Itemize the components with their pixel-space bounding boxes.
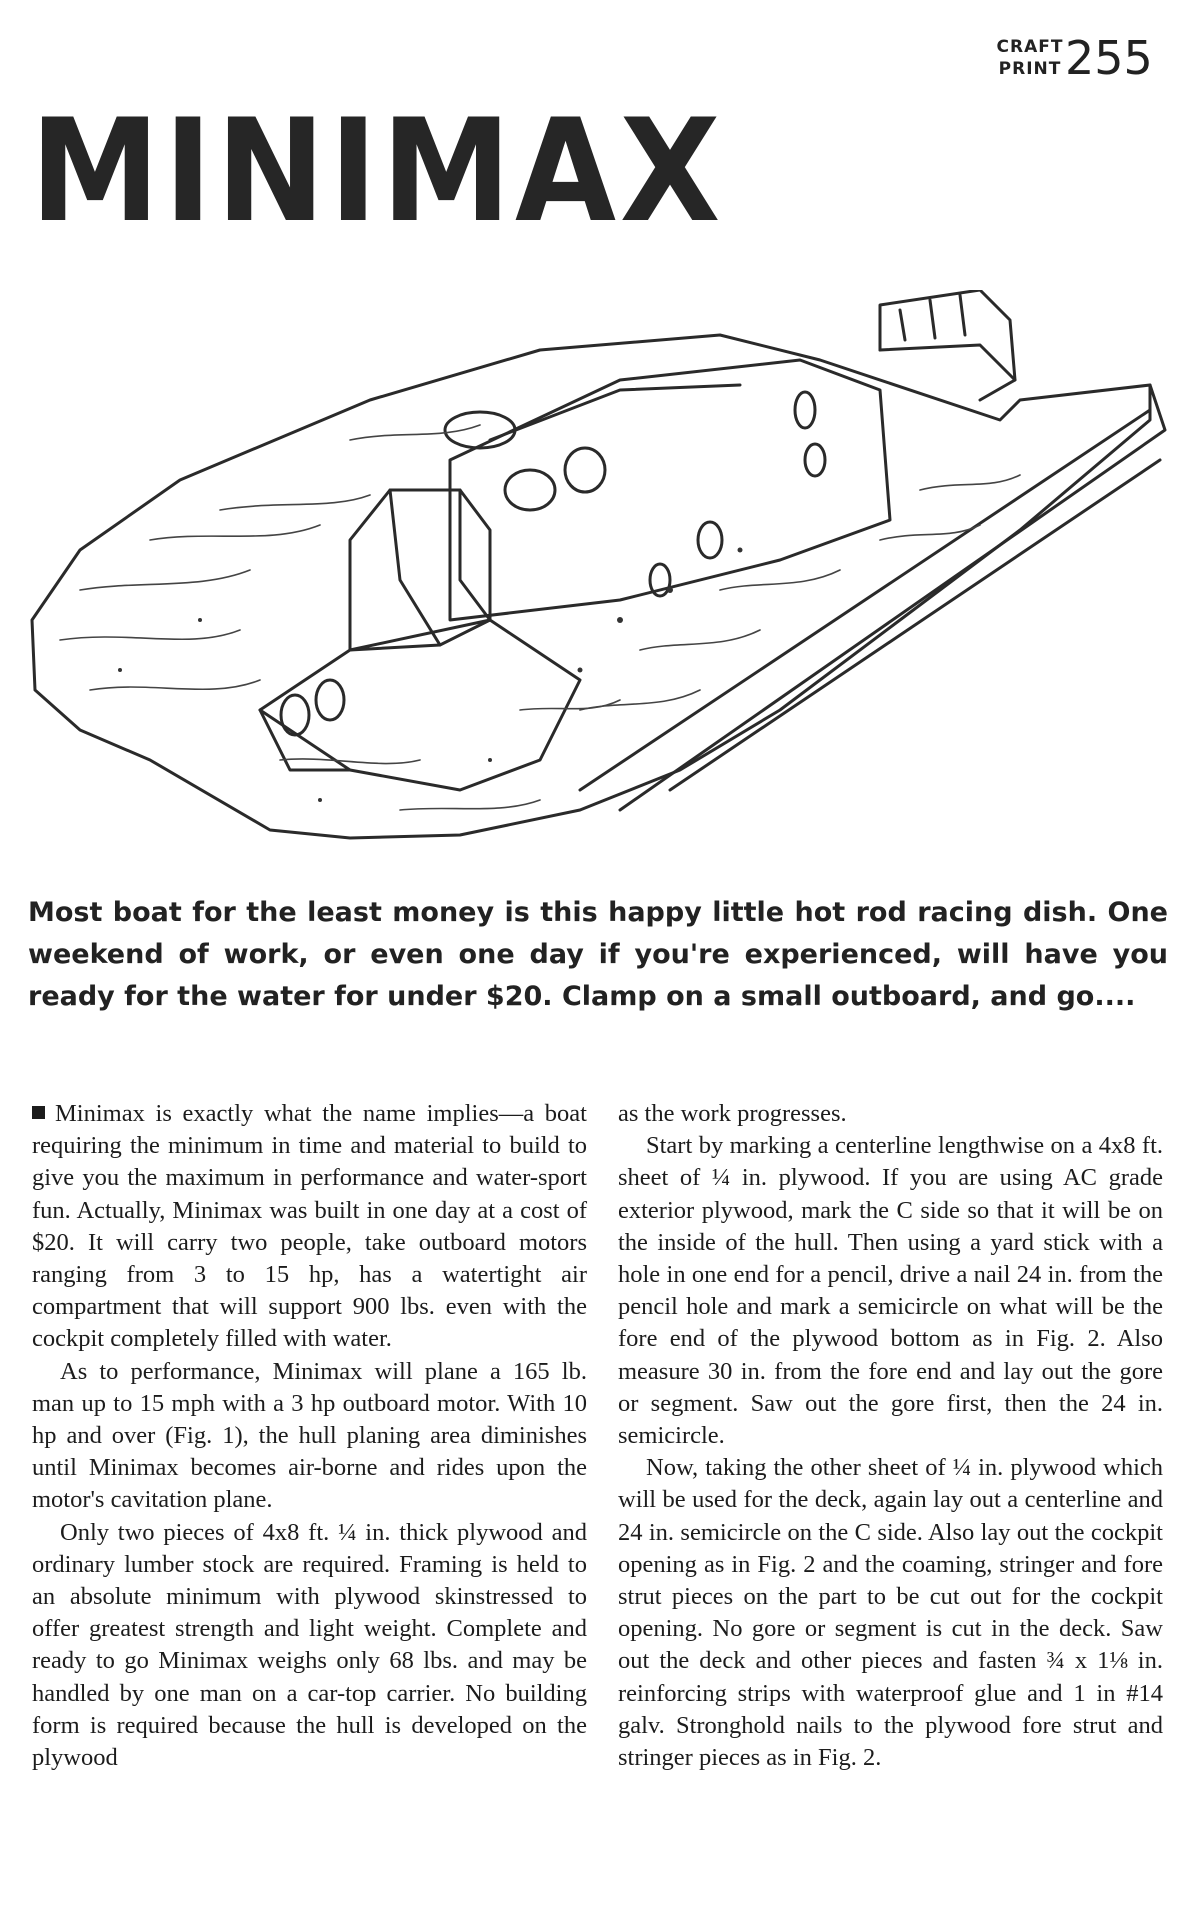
body-column-right (618, 1098, 1163, 1774)
print-number: 255 (1065, 31, 1153, 85)
paragraph: Now, taking the other sheet of ¼ in. plywood which will be used for the deck, again lay out a centerline and 24 in. semicircle on the C side. Also lay out the cockpit opening as in Fig. 2 and the coaming, stringer and fore strut pieces on the part to be cut out for the cockpit opening. No gore or segment is cut in the deck. Saw out the deck and other pieces and fasten ¾ x 1⅛ in. reinforcing strips with waterproof glue and 1 in #14 galv. Stronghold nails to the plywood fore strut and stringer pieces as in Fig. 2. (618, 1454, 1163, 1772)
article-title: MINIMAX (30, 89, 725, 254)
print-label: PRINT (998, 59, 1062, 79)
bullet-icon (32, 1106, 45, 1119)
article-tagline: Most boat for the least money is this happy little hot rod racing dish. One weekend of work, or even one day if you're experienced, will have you ready for the water for under $20. Clamp on a small outboard, and go.... (28, 897, 1168, 1012)
paragraph: Start by marking a centerline lengthwise on a 4x8 ft. sheet of ¼ in. plywood. If you are using AC grade exterior plywood, mark the C side so that it will be on the inside of the hull. Then using a yard stick with a hole in one end for a pencil, drive a nail 24 in. from the pencil hole and mark a semicircle on what will be the fore end of the plywood bottom as in Fig. 2. Also measure 30 in. from the fore end and lay out the gore or segment. Saw out the gore first, then the 24 in. semicircle. (618, 1132, 1163, 1450)
paragraph: As to performance, Minimax will plane a 165 lb. man up to 15 mph with a 3 hp outboard motor. With 10 hp and over (Fig. 1), the hull planing area diminishes until Minimax becomes air-borne and rides upon the motor's cavitation plane. (32, 1357, 587, 1514)
paragraph (32, 1098, 587, 1356)
body-column-left (32, 1098, 587, 1774)
boat-illustration (20, 290, 1180, 870)
craft-label: CRAFT (996, 37, 1064, 57)
craft-print-label (985, 36, 1075, 80)
paragraph: as the work progresses. (618, 1100, 847, 1127)
paragraph-text: Minimax is exactly what the name implies—a boat requiring the minimum in time and material to build to give you the maximum in performance and water-sport fun. Actually, Minimax was built in one day at a cost of $20. It will carry two people, take outboard motors ranging from 3 to 15 hp, has a watertight air compartment that will support 900 lbs. even with the cockpit completely filled with water. (32, 1100, 587, 1353)
paragraph: Only two pieces of 4x8 ft. ¼ in. thick plywood and ordinary lumber stock are required. Framing is held to an absolute minimum with plywood skinstressed to offer greatest strength and light weight. Complete and ready to go Minimax weighs only 68 lbs. and may be handled by one man on a car-top carrier. No building form is required because the hull is developed on the plywood (32, 1518, 587, 1772)
